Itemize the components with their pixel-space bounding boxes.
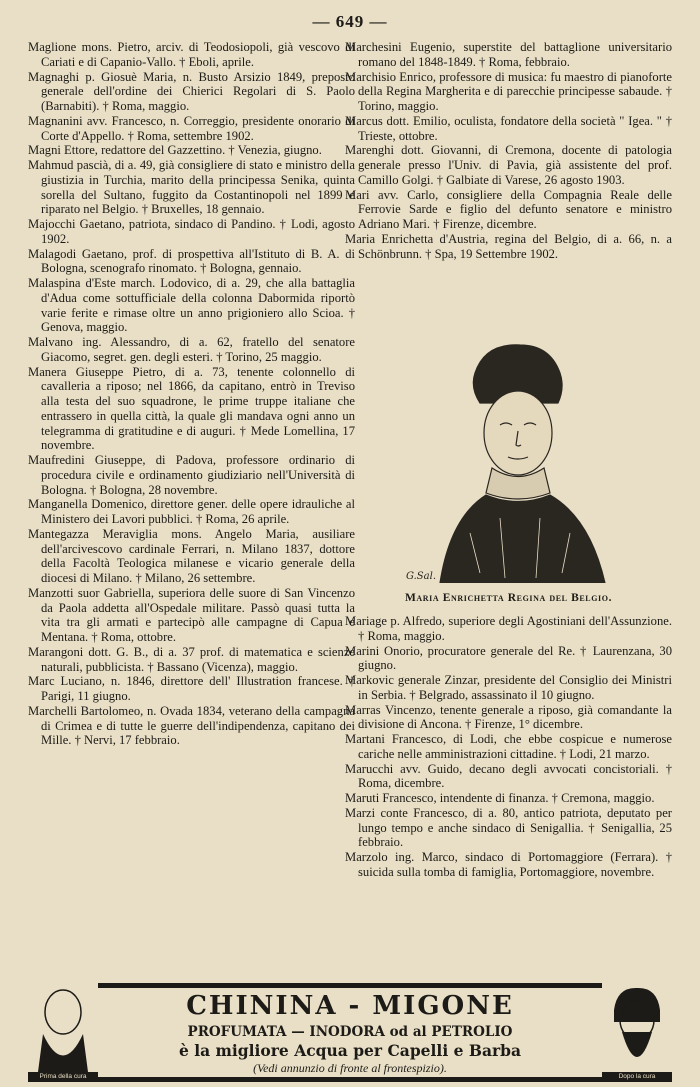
obituary-entry: Mari avv. Carlo, consigliere della Compagnia Reale delle Ferrovie Sarde e figlio del defunto senatore e ministro Adriano Mari. † Firenze, dicembre.	[345, 187, 672, 231]
obituary-entry: Martani Francesco, di Lodi, che ebbe cospicue e numerose cariche nelle amministrazioni cittadine. † Lodi, 21 marzo.	[345, 732, 672, 761]
obituary-entry: Magni Ettore, redattore del Gazzettino. † Venezia, giugno.	[28, 143, 322, 158]
obituary-entry: Mantegazza Meraviglia mons. Angelo Maria, ausiliare dell'arcivescovo cardinale Ferrari, n. Milano 1837, dottore della Facoltà Teologica milanese e vicario generale della diocesi di Milano. † Milano, 26 settembre.	[28, 526, 355, 585]
advert-right-figure	[602, 982, 672, 1082]
obituary-entry: Malagodi Gaetano, prof. di prospettiva all'Istituto di B. A. di Bologna, scenografo rinomato. † Bologna, gennaio.	[28, 246, 355, 276]
right-column-upper	[345, 40, 672, 261]
advert-right-plate: Dopo la cura	[602, 1072, 672, 1082]
advert-bottom-rule	[98, 1077, 602, 1082]
portrait-illustration	[400, 333, 640, 583]
obituary-entry: Marchelli Bartolomeo, n. Ovada 1834, veterano della campagna di Crimea e di tutte le guerre dell'indipendenza, capitano dei Mille. † Nervi, 17 febbraio.	[28, 703, 355, 748]
obituary-entry: Marras Vincenzo, tenente generale a riposo, già comandante la divisione di Ancona. † Firenze, 1° dicembre.	[345, 702, 672, 732]
portrait-dress	[440, 495, 605, 583]
advert-left-plate: Prima della cura	[28, 1072, 98, 1082]
advertisement	[28, 982, 672, 1082]
obituary-entry: Markovic generale Zinzar, presidente del Consiglio dei Ministri in Serbia. † Belgrado, assassinato il 10 giugno.	[345, 673, 672, 702]
obituary-entry: Maria Enrichetta d'Austria, regina del Belgio, di a. 66, n. a Schönbrunn. † Spa, 19 Settembre 1902.	[345, 231, 672, 261]
obituary-entry: Marc Luciano, n. 1846, direttore dell' Illustration francese. † Parigi, 11 giugno.	[28, 674, 355, 703]
obituary-entry: Marini Onorio, procuratore generale del Re. † Laurenzana, 30 giugno.	[345, 643, 672, 673]
right-column-lower	[345, 614, 672, 880]
obituary-entry: Malvano ing. Alessandro, di a. 62, fratello del senatore Giacomo, segret. gen. degli esteri. † Torino, 25 maggio.	[28, 335, 355, 364]
obituary-entry: Marenghi dott. Giovanni, di Cremona, docente di patologia generale presso l'Univ. di Pavia, già assistente del prof. Camillo Golgi. † Galbiate di Varese, 26 agosto 1903.	[345, 143, 672, 187]
obituary-entry: Majocchi Gaetano, patriota, sindaco di Pandino. † Lodi, agosto 1902.	[28, 217, 355, 246]
obituary-entry: Malaspina d'Este march. Lodovico, di a. 29, che alla battaglia d'Adua come sottufficiale della colonna Dabormida riportò varie ferite e rimase oltre un anno prigioniero allo Scioa. † Genova, maggio.	[28, 276, 355, 335]
obituary-entry: Magnaghi p. Giosuè Maria, n. Busto Arsizio 1849, preposto generale dell'ordine dei Chierici Regolari di S. Paolo (Barnabiti). † Roma, maggio.	[28, 69, 355, 113]
obituary-entry: Manera Giuseppe Pietro, di a. 73, tenente colonnello di cavalleria a riposo; nel 1866, da capitano, entrò in Treviso alla testa del suo squadrone, le prime truppe italiane che entrassero in quella città, la quale gli mandava ogni anno un telegramma di gratitudine e di auguri. † Mede Lomellina, 17 novembre.	[28, 364, 355, 453]
obituary-entry: Maglione mons. Pietro, arciv. di Teodosiopoli, già vescovo di Cariati e di Capanio-Vallo. † Eboli, aprile.	[28, 40, 355, 69]
obituary-entry: Marcus dott. Emilio, oculista, fondatore della società " Igea. " † Trieste, ottobre.	[345, 113, 672, 143]
advert-line-3: (Vedi annunzio di fronte al frontespizio).	[253, 1061, 447, 1075]
obituary-entry: Marchesini Eugenio, superstite del battaglione universitario romano del 1848-1849. † Roma, febbraio.	[345, 40, 672, 69]
obituary-entry: Maruti Francesco, intendente di finanza. † Cremona, maggio.	[345, 791, 655, 805]
advert-line-1: PROFUMATA — INODORA od al PETROLIO	[187, 1024, 513, 1040]
obituary-entry: Marzolo ing. Marco, sindaco di Portomaggiore (Ferrara). † suicida sulla tomba di famiglia, Portomaggiore, novembre.	[345, 850, 672, 879]
obituary-entry: Marzi conte Francesco, di a. 80, antico patriota, deputato per lungo tempo e anche sindaco di Senigallia. † Senigallia, 25 febbraio.	[345, 805, 672, 850]
advert-line-2: è la migliore Acqua per Capelli e Barba	[178, 1041, 522, 1060]
portrait-signature: G.Sal.	[406, 571, 436, 582]
obituary-entry: Marangoni dott. G. B., di a. 37 prof. di matematica e scienze naturali, pubblicista. † Bassano (Vicenza), maggio.	[28, 644, 355, 674]
advert-top-rule	[98, 983, 602, 988]
obituary-entry: Marchisio Enrico, professore di musica: fu maestro di pianoforte della Regina Margherita e di parecchie principesse sabaude. † Torino, maggio.	[345, 69, 672, 113]
obituary-entry: Mariage p. Alfredo, superiore degli Agostiniani dell'Assunzione. † Roma, maggio.	[345, 614, 672, 643]
obituary-entry: Manzotti suor Gabriella, superiora delle suore di San Vincenzo da Paola addetta all'Ospedale militare. Passò quasi tutta la vita tra gli armati e partecipò alle campagne di Capua e Mentana. † Roma, ottobre.	[28, 585, 355, 644]
obituary-entry: Maufredini Giuseppe, di Padova, professore ordinario di procedura civile e ordinamento giudiziario nell'Università di Bologna. † Bologna, 28 novembre.	[28, 453, 355, 497]
obituary-entry: Magnanini avv. Francesco, n. Correggio, presidente onorario di Corte d'Appello. † Roma, settembre 1902.	[28, 113, 355, 143]
page-number: — 649 —	[312, 12, 388, 31]
advert-left-figure	[28, 982, 98, 1082]
left-column	[28, 40, 355, 748]
advert-title: CHININA - MIGONE	[186, 991, 514, 1021]
obituary-entry: Mahmud pascià, di a. 49, già consigliere di stato e ministro della giustizia in Turchia, marito della principessa Senika, quinta sorella del Sultano, fuggito da Costantinopoli nel 1899 e riparato nel Belgio. † Bruxelles, 18 gennaio.	[28, 158, 355, 217]
obituary-entry: Manganella Domenico, direttore gener. delle opere idrauliche al Ministero dei Lavori pubblici. † Roma, 26 aprile.	[28, 497, 355, 526]
portrait-caption: Maria Enrichetta Regina del Belgio.	[404, 592, 613, 604]
obituary-entry: Marucchi avv. Guido, decano degli avvocati concistoriali. † Roma, dicembre.	[345, 761, 672, 791]
